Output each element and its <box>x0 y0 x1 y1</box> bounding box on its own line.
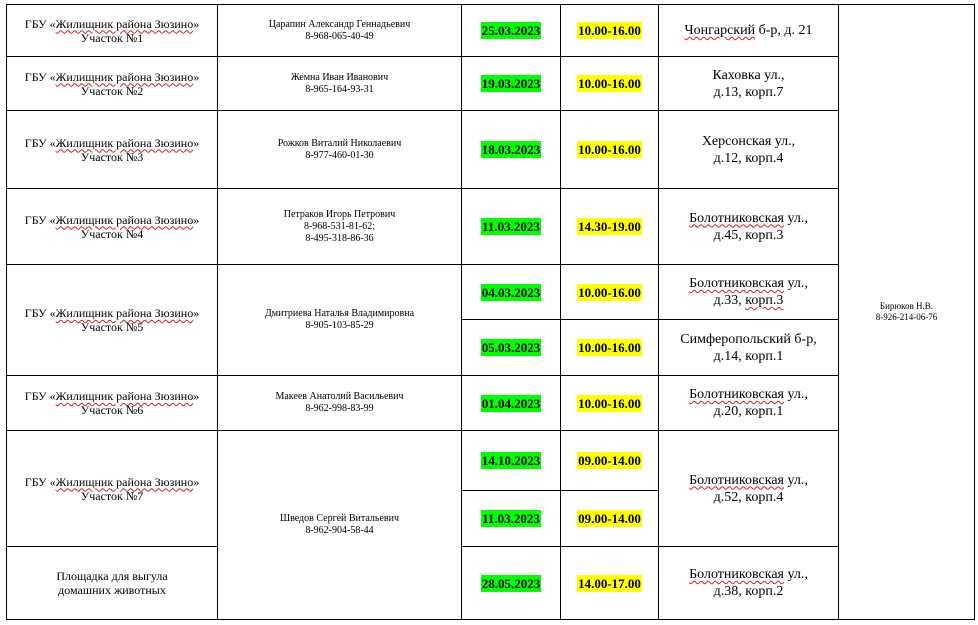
grid-line <box>6 619 975 620</box>
date-cell <box>462 5 560 56</box>
date-cell <box>462 320 560 375</box>
address-cell: Болотниковская ул., д.20, корп.1 <box>689 387 808 419</box>
org-cell: ГБУ «Жилищник района Зюзино» Участок №1 <box>24 16 200 45</box>
section-label: Участок №6 <box>80 403 144 417</box>
responsible-name: Бирюков Н.В. <box>879 301 934 311</box>
org-cell: ГБУ «Жилищник района Зюзино» Участок №5 <box>24 306 200 334</box>
section-label: домашних животных <box>58 583 166 597</box>
section-label: Участок №7 <box>80 488 144 503</box>
time-cell <box>561 57 658 110</box>
time-value: 09.00-14.00 <box>578 511 641 526</box>
address-cell: Каховка ул., д.13, корп.7 <box>712 67 785 100</box>
person-name: Петраков Игорь Петрович <box>283 208 396 220</box>
time-cell <box>561 5 658 56</box>
person-name: Рожков Виталий Николаевич <box>277 137 402 149</box>
person-cell <box>218 376 461 430</box>
time-value: 10.00-16.00 <box>578 142 641 157</box>
person-phone: 8-962-998-83-99 <box>305 403 374 414</box>
date-value: 11.03.2023 <box>482 511 540 526</box>
person-name: Царапин Александр Геннадьевич <box>268 18 411 30</box>
time-cell <box>561 431 658 490</box>
responsible-phone: 8-926-214-06-76 <box>875 312 938 322</box>
date-value: 19.03.2023 <box>481 76 541 91</box>
address-cell: Болотниковская ул., д.52, корп.4 <box>689 472 808 505</box>
person-cell <box>218 189 461 264</box>
time-cell <box>561 547 658 619</box>
section-label: Участок №4 <box>80 226 144 241</box>
org-name: Жилищник района Зюзино <box>55 16 194 31</box>
section-label: Участок №1 <box>80 30 144 45</box>
person-name: Жемна Иван Иванович <box>290 71 389 83</box>
address-cell: Симферопольский б-р, д.14, корп.1 <box>680 331 817 364</box>
person-phone: 8-968-065-40-49 <box>305 30 374 42</box>
section-label: Участок №5 <box>80 320 144 334</box>
address-cell: Болотниковская ул., д.45, корп.3 <box>689 210 808 243</box>
date-value: 04.03.2023 <box>481 284 541 300</box>
time-cell <box>561 376 658 430</box>
section-label: Площадка для выгула <box>56 569 168 583</box>
date-cell <box>462 547 560 619</box>
person-phone-2: 8-495-318-86-36 <box>305 232 374 244</box>
person-phone: 8-965-164-93-31 <box>305 83 374 95</box>
person-cell <box>218 57 461 110</box>
date-cell <box>462 491 560 546</box>
date-value: 18.03.2023 <box>481 142 541 157</box>
person-cell <box>218 111 461 188</box>
time-cell <box>561 189 658 264</box>
org-cell: ГБУ «Жилищник района Зюзино» Участок №6 <box>24 389 200 417</box>
time-cell <box>561 491 658 546</box>
address-cell: Херсонская ул., д.12, корп.4 <box>701 133 796 166</box>
address-cell: Чонгарский б-р, д. 21 <box>684 23 813 38</box>
person-name: Дмитриева Наталья Владимировна <box>264 308 415 319</box>
time-cell <box>561 265 658 319</box>
date-cell <box>462 265 560 319</box>
responsible-cell <box>839 5 974 619</box>
time-value: 10.00-16.00 <box>578 284 641 300</box>
grid-line <box>974 4 975 620</box>
time-value: 10.00-16.00 <box>578 23 641 38</box>
time-cell <box>561 320 658 375</box>
time-cell <box>561 111 658 188</box>
date-cell <box>462 376 560 430</box>
time-value: 14.00-17.00 <box>578 575 641 591</box>
org-cell: ГБУ «Жилищник района Зюзино» Участок №4 <box>24 212 200 241</box>
org-cell: ГБУ «Жилищник района Зюзино» Участок №2 <box>24 69 200 98</box>
date-value: 11.03.2023 <box>482 219 540 234</box>
person-phone: 8-977-460-01-30 <box>305 149 374 161</box>
section-label: Участок №2 <box>80 83 144 98</box>
org-cell: ГБУ «Жилищник района Зюзино» Участок №7 <box>24 474 200 503</box>
section-label: Участок №3 <box>80 149 144 164</box>
time-value: 14.30-19.00 <box>578 219 641 234</box>
date-value: 01.04.2023 <box>481 395 541 411</box>
time-value: 09.00-14.00 <box>578 453 641 468</box>
person-cell <box>218 431 461 619</box>
date-value: 25.03.2023 <box>481 23 541 38</box>
org-cell: ГБУ «Жилищник района Зюзино» Участок №3 <box>24 135 200 164</box>
person-phone: 8-905-103-85-29 <box>305 320 374 331</box>
person-name: Шведов Сергей Витальевич <box>280 513 399 524</box>
person-phone: 8-962-904-58-44 <box>305 525 374 536</box>
time-value: 10.00-16.00 <box>578 76 641 91</box>
person-phone: 8-968-531-81-62; <box>303 220 376 232</box>
date-cell <box>462 57 560 110</box>
date-cell <box>462 431 560 490</box>
org-cell <box>7 547 217 619</box>
person-name: Макеев Анатолий Васильевич <box>275 391 404 402</box>
date-value: 28.05.2023 <box>481 575 541 591</box>
person-cell <box>218 265 461 375</box>
date-cell <box>462 189 560 264</box>
date-value: 14.10.2023 <box>481 453 541 468</box>
time-value: 10.00-16.00 <box>578 395 641 411</box>
address-cell: Болотниковская ул., д.38, корп.2 <box>689 567 808 599</box>
address-cell: Болотниковская ул., д.33, корп.3 <box>689 276 808 308</box>
date-value: 05.03.2023 <box>481 340 541 355</box>
time-value: 10.00-16.00 <box>578 340 641 355</box>
date-cell <box>462 111 560 188</box>
person-cell <box>218 5 461 56</box>
